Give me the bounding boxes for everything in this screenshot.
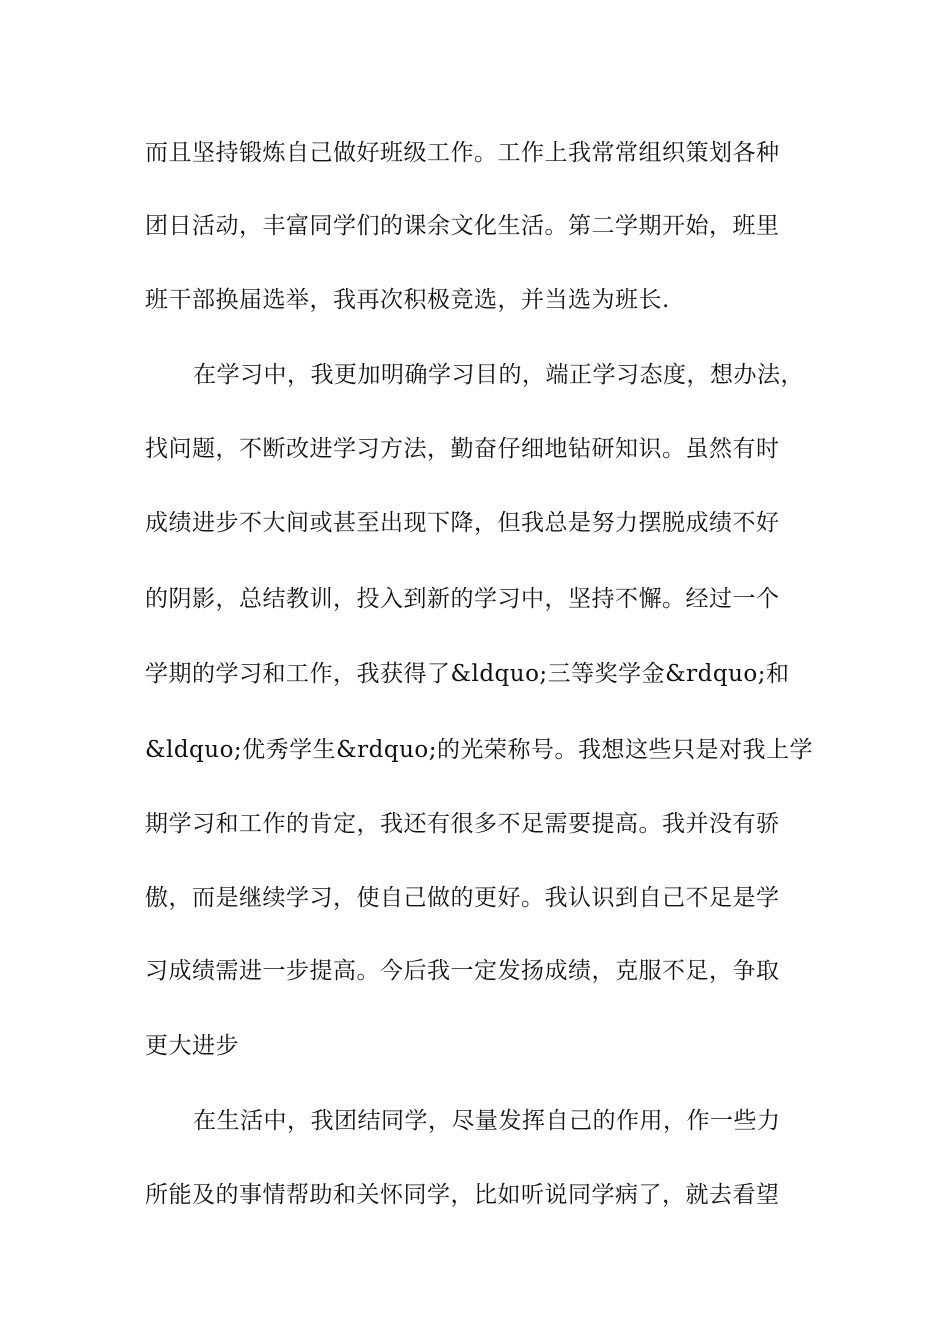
- text-line: 的阴影，总结教训，投入到新的学习中，坚持不懈。经过一个: [145, 586, 780, 612]
- text-line: 期学习和工作的肯定，我还有很多不足需要提高。我并没有骄: [145, 811, 780, 837]
- text-line: 成绩进步不大间或甚至出现下降，但我总是努力摆脱成绩不好: [145, 510, 780, 536]
- text-line: 更大进步: [145, 1033, 239, 1059]
- text-line: 班干部换届选举，我再次积极竞选，并当选为班长.: [145, 287, 670, 313]
- text-line: &ldquo;优秀学生&rdquo;的光荣称号。我想这些只是对我上学: [145, 737, 814, 763]
- text-line: 学期的学习和工作，我获得了&ldquo;三等奖学金&rdquo;和: [145, 661, 790, 687]
- text-line: 团日活动，丰富同学们的课余文化生活。第二学期开始，班里: [145, 213, 780, 239]
- paragraph-first-line: 在学习中，我更加明确学习目的，端正学习态度，想办法，: [193, 362, 804, 388]
- text-line: 所能及的事情帮助和关怀同学，比如听说同学病了，就去看望: [145, 1182, 780, 1208]
- text-line: 傲，而是继续学习，使自己做的更好。我认识到自己不足是学: [145, 885, 780, 911]
- paragraph-first-line: 在生活中，我团结同学，尽量发挥自己的作用，作一些力: [193, 1108, 781, 1134]
- text-line: 找问题，不断改进学习方法，勤奋仔细地钻研知识。虽然有时: [145, 436, 780, 462]
- text-line: 而且坚持锻炼自己做好班级工作。工作上我常常组织策划各种: [145, 140, 780, 166]
- text-line: 习成绩需进一步提高。今后我一定发扬成绩，克服不足，争取: [145, 958, 780, 984]
